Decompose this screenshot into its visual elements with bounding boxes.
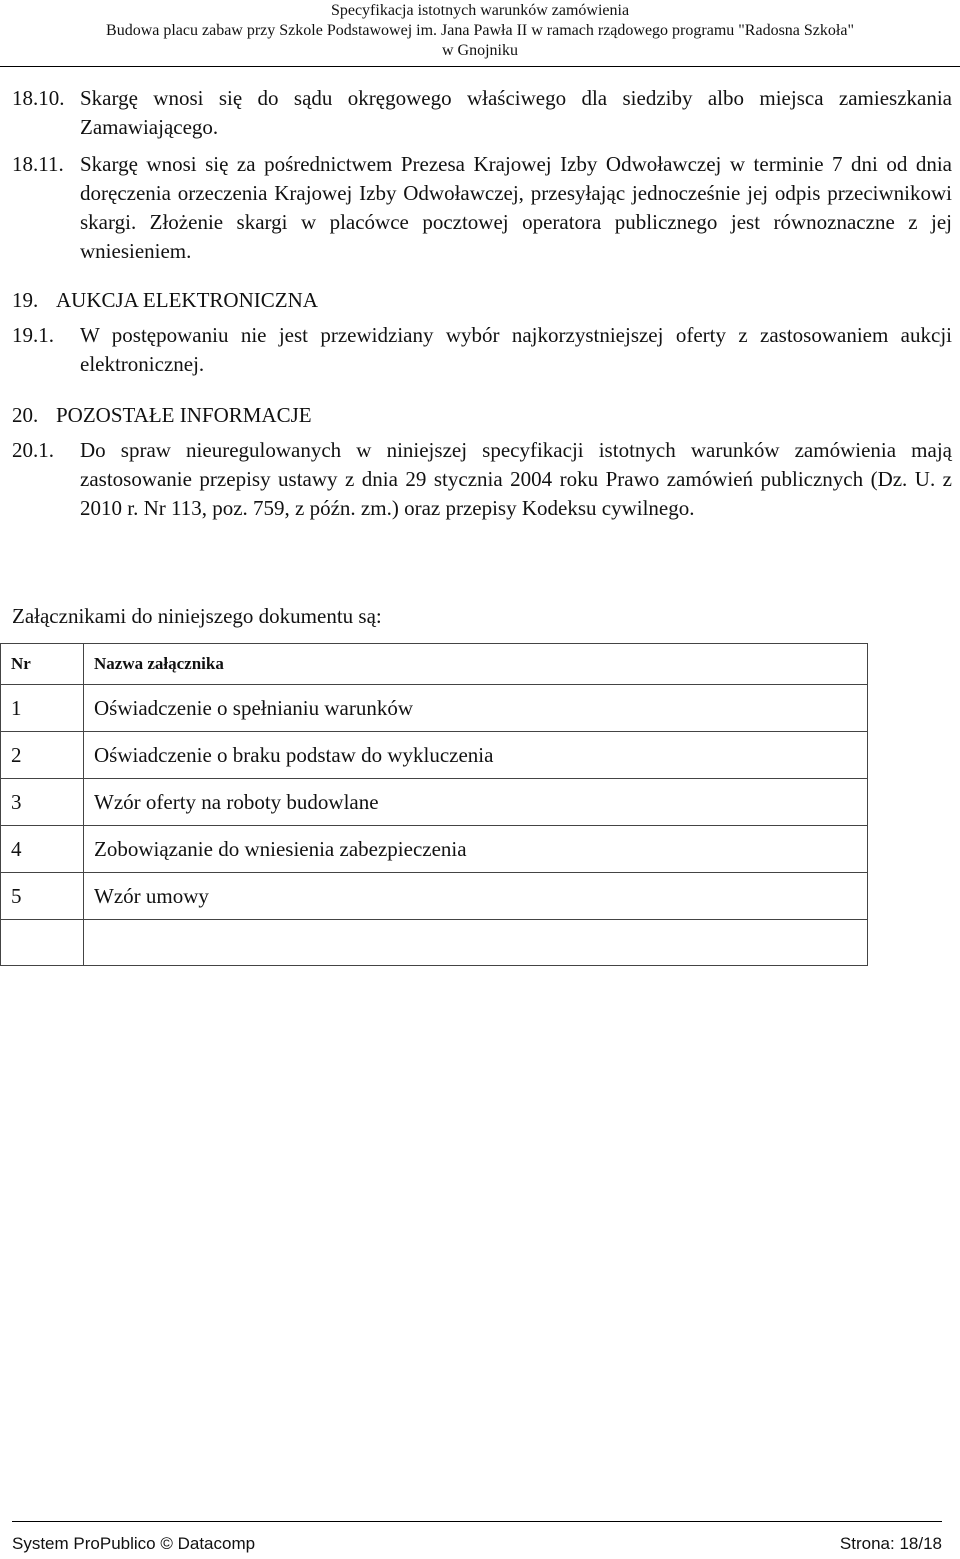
- cell-nr: 3: [1, 779, 84, 826]
- section-heading-20: [12, 401, 952, 430]
- paragraph-20-1: [12, 436, 952, 523]
- column-header-nr: Nr: [1, 644, 84, 685]
- paragraph-19-1: [12, 321, 952, 379]
- cell-nr: 2: [1, 732, 84, 779]
- paragraph-text: W postępowaniu nie jest przewidziany wybór najkorzystniejszej oferty z zastosowaniem aukcji elektronicznej.: [80, 323, 952, 376]
- attachments-table: [0, 643, 868, 966]
- paragraph-18-10: [12, 84, 952, 142]
- attachments-intro: Załącznikami do niniejszego dokumentu są:: [12, 604, 382, 628]
- cell-name: Wzór oferty na roboty budowlane: [84, 779, 868, 826]
- cell-nr: 5: [1, 873, 84, 920]
- table-row: [1, 732, 868, 779]
- header-subtitle: Budowa placu zabaw przy Szkole Podstawowej im. Jana Pawła II w ramach rządowego programu "Radosna Szkoła": [106, 22, 854, 39]
- table-row: [1, 685, 868, 732]
- cell-name: Oświadczenie o spełnianiu warunków: [84, 685, 868, 732]
- section-title: AUKCJA ELEKTRONICZNA: [56, 288, 318, 312]
- table-header-row: [1, 644, 868, 685]
- paragraph-number: 19.1.: [12, 323, 54, 347]
- section-number: 20.: [12, 403, 39, 427]
- page-footer: [12, 1521, 942, 1554]
- cell-name: Wzór umowy: [84, 873, 868, 920]
- table-row: [1, 826, 868, 873]
- cell-name: Zobowiązanie do wniesienia zabezpieczenia: [84, 826, 868, 873]
- paragraph-number: 18.10.: [12, 86, 65, 110]
- footer-system: System ProPublico © Datacomp: [12, 1534, 256, 1553]
- paragraph-text: Skargę wnosi się do sądu okręgowego właściwego dla siedziby albo miejsca zamieszkania Zamawiającego.: [80, 86, 952, 139]
- column-header-name: Nazwa załącznika: [84, 644, 868, 685]
- page-header: [0, 0, 960, 67]
- section-number: 19.: [12, 288, 39, 312]
- section-title: POZOSTAŁE INFORMACJE: [56, 403, 312, 427]
- cell-name: Oświadczenie o braku podstaw do wykluczenia: [84, 732, 868, 779]
- cell-nr: 1: [1, 685, 84, 732]
- paragraph-text: Skargę wnosi się za pośrednictwem Prezesa Krajowej Izby Odwoławczej w terminie 7 dni od dnia doręczenia orzeczenia Krajowej Izby Odwoławczej, przesyłając jednocześnie jej odpis przeciwnikowi skargi. Złożenie skargi w placówce pocztowej operatora publicznego jest równoznaczne z jej wniesieniem.: [80, 152, 952, 263]
- paragraph-18-11: [12, 150, 952, 266]
- footer-page-number: Strona: 18/18: [839, 1534, 942, 1553]
- paragraph-number: 20.1.: [12, 438, 54, 462]
- paragraph-number: 18.11.: [12, 152, 64, 176]
- header-location: w Gnojniku: [442, 42, 518, 59]
- document-body: [12, 84, 952, 523]
- paragraph-text: Do spraw nieuregulowanych w niniejszej specyfikacji istotnych warunków zamówienia mają zastosowanie przepisy ustawy z dnia 29 stycznia 2004 roku Prawo zamówień publicznych (Dz. U. z 2010 r. Nr 113, poz. 759, z późn. zm.) oraz przepisy Kodeksu cywilnego.: [80, 438, 952, 520]
- table-row: [1, 873, 868, 920]
- cell-nr-empty: [1, 920, 84, 966]
- cell-nr: 4: [1, 826, 84, 873]
- header-title: Specyfikacja istotnych warunków zamówienia: [330, 2, 630, 19]
- cell-name-empty: [84, 920, 868, 966]
- table-row: [1, 779, 868, 826]
- table-row-empty: [1, 920, 868, 966]
- section-heading-19: [12, 286, 952, 315]
